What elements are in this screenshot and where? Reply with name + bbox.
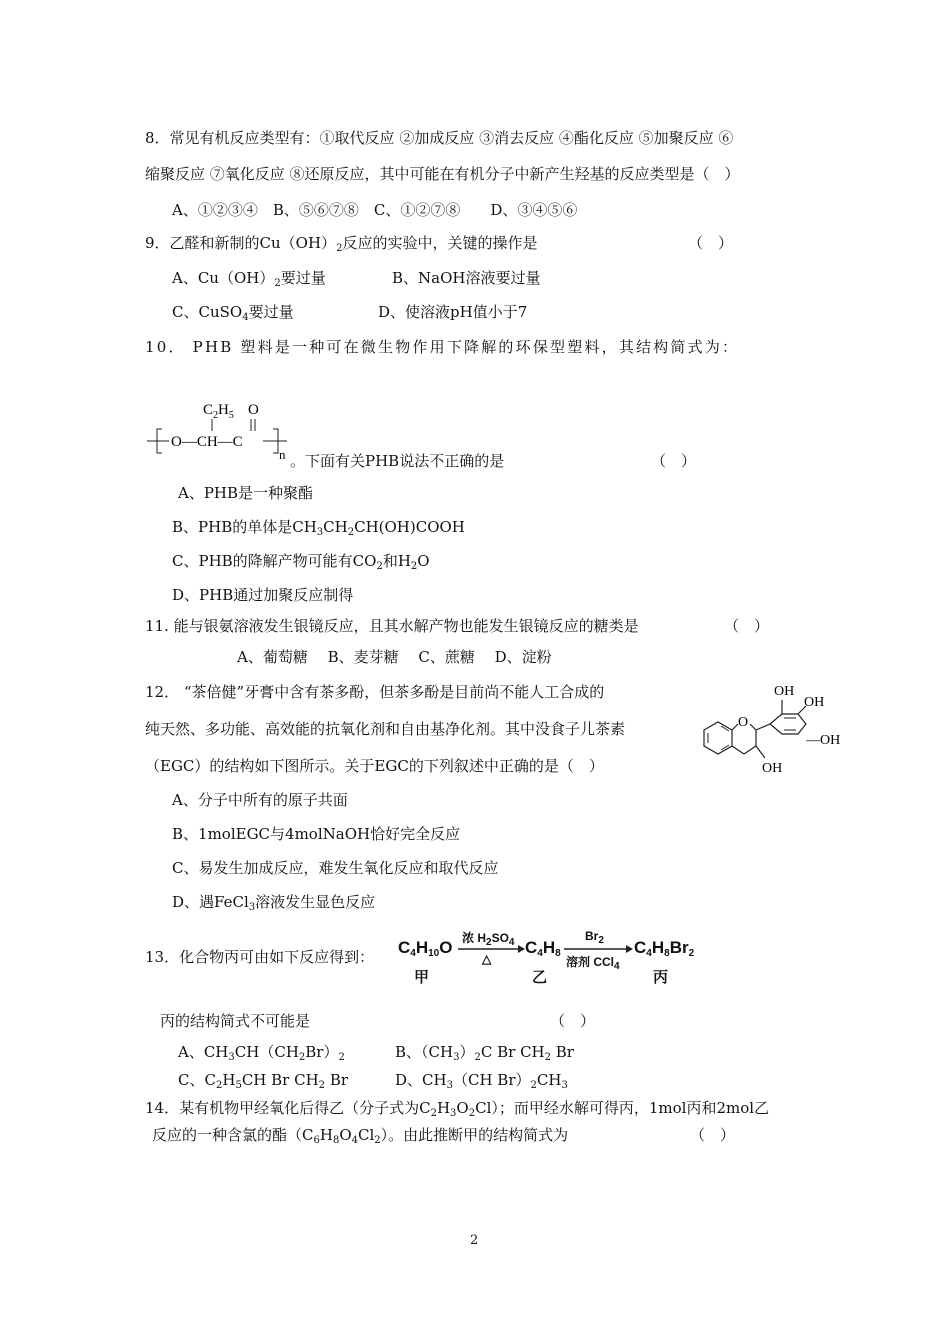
q8-line1: 8．常见有机反应类型有：①取代反应 ②加成反应 ③消去反应 ④酯化反应 ⑤加聚反应 ⑥ [145,129,734,147]
q13-stem: 13．化合物丙可由如下反应得到： [145,948,375,966]
q10-stem: 10． PHB 塑料是一种可在微生物作用下降解的环保型塑料，其结构简式为： [145,338,740,356]
q10-option-d: D、PHB通过加聚反应制得 [172,586,354,604]
q13-reactant-jia: $C_4H_{10}O$ [398,938,453,959]
q13-arrow2-reagent: $Br_2$ [585,929,604,946]
q12-option-a: A、分子中所有的原子共面 [172,791,348,809]
q8-options: A、①②③④ B、⑤⑥⑦⑧ C、①②⑦⑧ D、③④⑤⑥ [172,201,578,219]
egc-oh-4: OH [762,761,783,776]
phb-chain: O—CH—C [171,434,243,450]
q11-stem: 11. 能与银氨溶液发生银镜反应，且其水解产物也能发生银镜反应的糖类是 [145,617,639,635]
egc-oh-2: OH [804,695,825,710]
egc-structure [682,680,842,790]
q13-label-yi: 乙 [532,968,548,986]
q12-option-b: B、1molEGC与4molNaOH恰好完全反应 [172,825,461,843]
q13-arrow1-condition: 浓 $H_2SO_4$ [462,931,515,948]
q12-line3: （EGC）的结构如下图所示。关于EGC的下列叙述中正确的是（ ） [145,757,604,775]
egc-oh-3: —OH [806,733,841,748]
q10-option-b: B、PHB的单体是$CH_3CH_2CH(OH)COOH$ [172,518,465,538]
q13-product-bing: $C_4H_8Br_2$ [634,938,695,959]
q13-option-d: D、$CH_3(CH$ $Br)_2CH_3$ [395,1071,568,1091]
page-number: 2 [470,1233,479,1248]
q13-intermediate-yi: $C_4H_8$ [525,938,561,959]
q12-line2: 纯天然、多功能、高效能的抗氧化剂和自由基净化剂。其中没食子儿茶素 [145,720,626,738]
q10-option-a: A、PHB是一种聚酯 [178,484,314,502]
q14-line1: 14．某有机物甲经氧化后得乙（分子式为$C_2H_3O_2Cl$）；而甲经水解可得丙，1mol丙和2mol乙 [145,1099,770,1119]
q9-stem: 9．乙醛和新制的$Cu(OH)_2$反应的实验中，关键的操作是 [145,234,538,254]
q13-option-b: B、$(CH_3)_2C$ Br $CH_2$ Br [395,1043,574,1063]
q12-option-d: D、遇FeCl$_3$溶液发生显色反应 [172,893,376,913]
egc-oh-1: OH [774,684,795,699]
q9-option-a: A、$Cu(OH)_2$要过量 [172,269,326,289]
q9-option-c: C、CuSO$_4$要过量 [172,303,294,323]
q14-answer-paren: （ ） [690,1126,736,1144]
phb-structure [145,395,295,465]
q9-option-b: B、NaOH溶液要过量 [392,269,541,287]
q10-option-c: C、PHB的降解产物可能有$CO_2$和$H_2O$ [172,552,430,572]
q13-label-bing: 丙 [653,968,669,986]
q13-option-c: C、$C_2H_5CH$ Br $CH_2$ Br [178,1071,349,1091]
q9-answer-paren: （ ） [688,234,734,252]
q12-line1: 12． “茶倍健”牙膏中含有茶多酚，但茶多酚是目前尚不能人工合成的 [145,683,605,701]
q13-label-jia: 甲 [414,968,430,986]
q13-option-a: A、$CH_3CH(CH_2Br)_2$ [178,1043,345,1063]
q9-option-d: D、使溶液pH值小于7 [378,303,528,321]
q11-answer-paren: （ ） [724,617,770,635]
q13-question: 丙的结构简式不可能是 [160,1012,311,1030]
q10-question: 。下面有关PHB说法不正确的是 [290,452,505,470]
q12-option-c: C、易发生加成反应，难发生氧化反应和取代反应 [172,859,499,877]
q13-arrow1-heat: △ [482,952,492,966]
q10-answer-paren: （ ） [651,452,697,470]
phb-ethyl-label: $C_2H_5$ [203,402,234,421]
q11-options: A、葡萄糖 B、麦芽糖 C、蔗糖 D、淀粉 [237,648,552,666]
q13-arrow2-solvent: 溶剂 CCl$_4$ [566,955,620,972]
phb-repeat-n: n [279,447,286,462]
phb-carbonyl-oxygen: O [248,402,259,418]
q8-line2: 缩聚反应 ⑦氧化反应 ⑧还原反应，其中可能在有机分子中新产生羟基的反应类型是（ ） [145,165,740,183]
q14-line2: 反应的一种含氯的酯$(C_6H_8O_4Cl_2)$。由此推断甲的结构简式为 [152,1126,569,1146]
egc-ring-oxygen: O [738,715,749,730]
q13-answer-paren: （ ） [550,1012,596,1030]
